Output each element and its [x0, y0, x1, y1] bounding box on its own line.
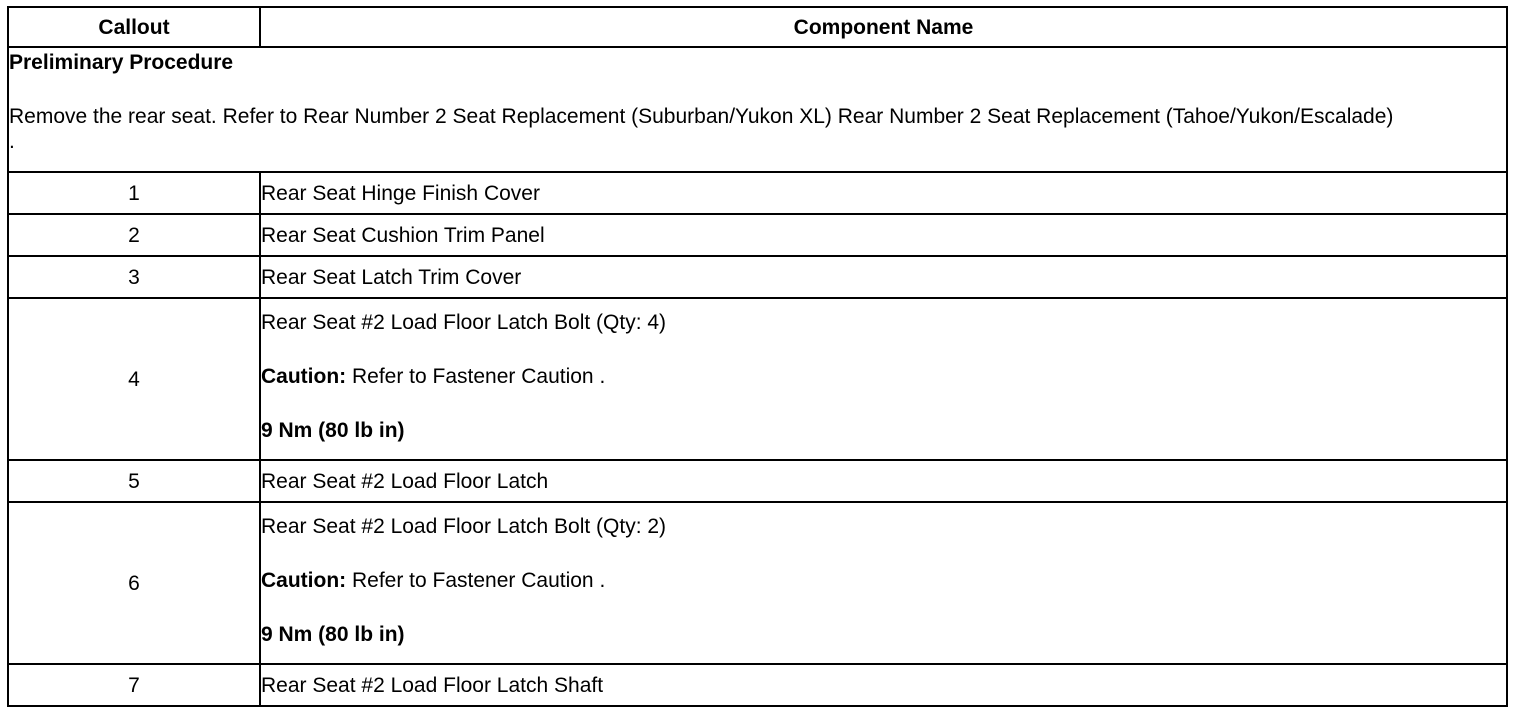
caution-text: Refer to Fastener Caution .: [346, 365, 606, 388]
component-name-cell: Rear Seat Cushion Trim Panel: [260, 214, 1507, 256]
caution-line: [261, 568, 1506, 593]
caution-label: Caution:: [261, 569, 347, 592]
header-row: [8, 7, 1507, 47]
callout-cell: 2: [8, 214, 260, 256]
torque-spec: 9 Nm (80 lb in): [261, 419, 405, 442]
callout-cell: 5: [8, 460, 260, 502]
table-row: [8, 172, 1507, 214]
preliminary-title: Preliminary Procedure: [9, 51, 234, 74]
caution-text: Refer to Fastener Caution .: [346, 569, 606, 592]
component-name-cell: Rear Seat Hinge Finish Cover: [260, 172, 1507, 214]
caution-label: Caution:: [261, 365, 347, 388]
preliminary-text: Remove the rear seat. Refer to Rear Number 2 Seat Replacement (Suburban/Yukon XL) Rear Number 2 Seat Replacement (Tahoe/Yukon/Escalade) .: [9, 105, 1394, 153]
component-name-cell: [260, 502, 1507, 664]
table-row: [8, 256, 1507, 298]
components-table: [7, 6, 1508, 707]
component-name-cell: Rear Seat Latch Trim Cover: [260, 256, 1507, 298]
preliminary-cell: [8, 47, 1507, 172]
component-name-cell: [260, 298, 1507, 460]
callout-cell: 3: [8, 256, 260, 298]
caution-line: [261, 364, 1506, 389]
component-name-header: Component Name: [260, 7, 1507, 47]
callout-cell: 7: [8, 664, 260, 706]
callout-cell: 4: [8, 298, 260, 460]
torque-spec: 9 Nm (80 lb in): [261, 623, 405, 646]
component-name-cell: Rear Seat #2 Load Floor Latch Shaft: [260, 664, 1507, 706]
table-row: [8, 214, 1507, 256]
callout-cell: 6: [8, 502, 260, 664]
callout-header: Callout: [8, 7, 260, 47]
preliminary-row: [8, 47, 1507, 172]
callout-cell: 1: [8, 172, 260, 214]
component-name-cell: Rear Seat #2 Load Floor Latch: [260, 460, 1507, 502]
component-name: Rear Seat #2 Load Floor Latch Bolt (Qty: 2): [261, 515, 667, 538]
component-name: Rear Seat #2 Load Floor Latch Bolt (Qty: 4): [261, 311, 667, 334]
table-row: [8, 460, 1507, 502]
table-row: [8, 298, 1507, 460]
table-row: [8, 502, 1507, 664]
